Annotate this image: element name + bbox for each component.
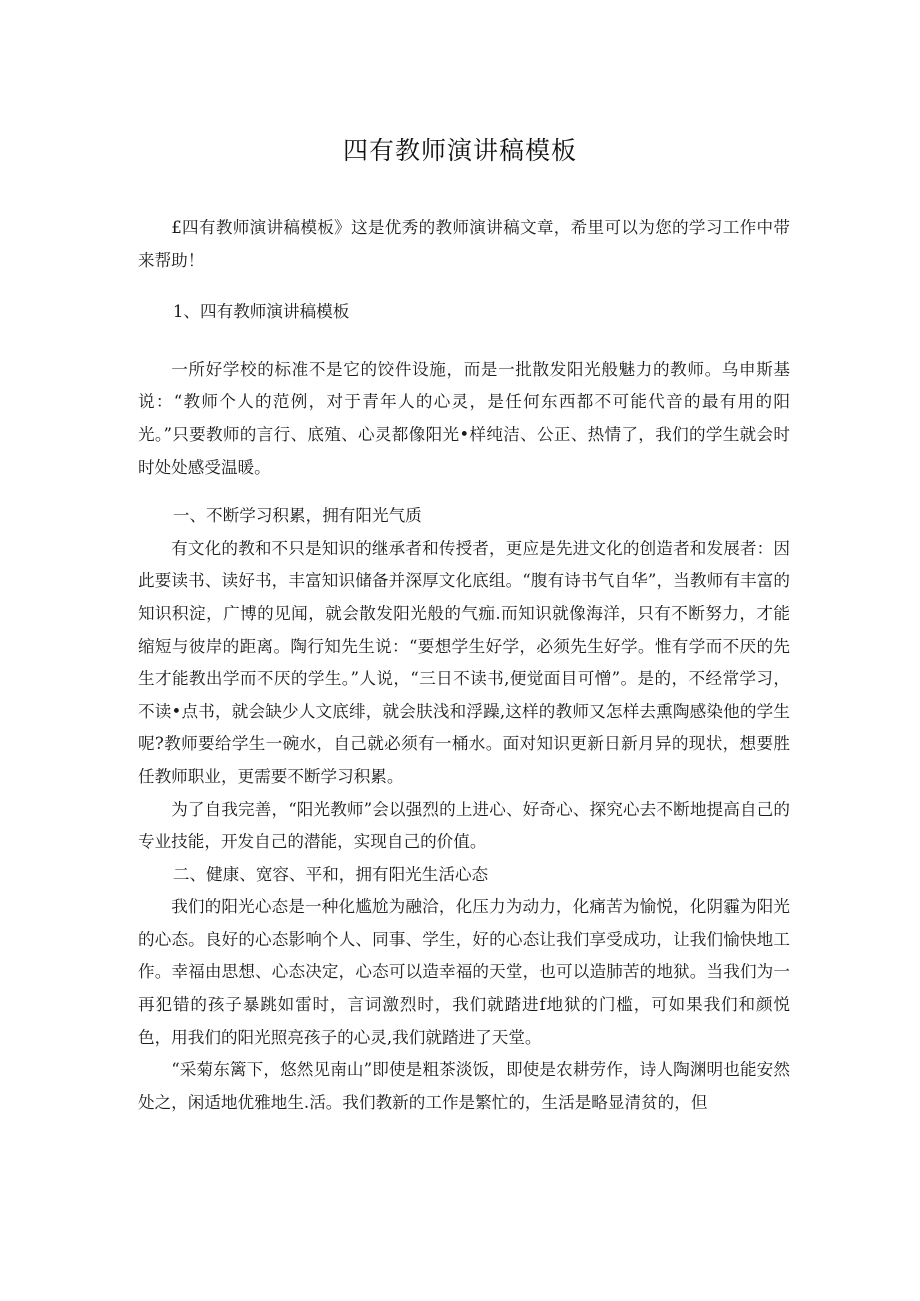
- document-body: [138, 212, 790, 1119]
- section-heading-1: 1、四有教师演讲稿模板: [172, 302, 350, 322]
- section-heading-2: 一、不断学习积累，拥有阳光气质: [172, 506, 422, 526]
- intro-paragraph: £四有教师演讲稿模板》这是优秀的教师演讲稿文章，希里可以为您的学习工作中带来帮助！: [138, 218, 790, 270]
- document-title: 四有教师演讲稿模板: [342, 136, 577, 165]
- body-paragraph: 为了自我完善，“阳光教师”会以强烈的上进心、好奇心、探究心去不断地提高自己的专业技能，开发自己的潜能，实现自己的价值。: [138, 799, 790, 852]
- section-heading-3: 二、健康、宽容、平和，拥有阳光生活心态: [172, 864, 489, 884]
- body-paragraph: 有文化的教和不只是知识的继承者和传授者，更应是先进文化的创造者和发展者：因此要读书、读好书，丰富知识储备并深厚文化底组。“腹有诗书气自华”，当教师有丰富的知识积淀，广博的见闻，就会散发阳光般的气痂.而知识就像海洋，只有不断努力，才能缩短与彼岸的距离。陶行知先生说：“要想学生好学，必须先生好学。惟有学而不厌的先生才能教出学而不厌的学生。”人说，“三日不读书,便觉面目可憎”。是的，不经常学习，不读•点书，就会缺少人文底绯，就会肤浅和浮躁,这样的教师又怎样去熏陶感染他的学生呢?教师要给学生一碗水，自己就必须有一桶水。面对知识更新日新月异的现状，想要胜任教师职业，更需要不断学习积累。: [138, 538, 790, 786]
- body-paragraph: 一所好学校的标准不是它的饺件设施，而是一批散发阳光般魅力的教师。乌申斯基说：“教师个人的范例，对于青年人的心灵，是任何东西都不可能代音的最有用的阳光。”只要教师的言行、底殖、心灵都像阳光•样纯洁、公正、热情了，我们的学生就会时时处处感受温暖。: [138, 359, 790, 477]
- body-paragraph: “采菊东篱下，悠然见南山”即使是粗茶淡饭，即使是农耕劳作，诗人陶渊明也能安然处之，闲适地优雅地生.活。我们教新的工作是繁忙的，生活是略显清贫的，但: [138, 1060, 790, 1112]
- body-paragraph: 我们的阳光心态是一种化尴尬为融洽，化压力为动力，化痛苦为愉悦，化阴霾为阳光的心态。良好的心态影响个人、同事、学生，好的心态让我们享受成功，让我们愉快地工作。幸福由思想、心态决定，心态可以造幸福的天堂，也可以造肺苦的地狱。当我们为一再犯错的孩子暴跳如雷时，言词激烈时，我们就踏进f地狱的门槛，可如果我们和颜悦色，用我们的阳光照亮孩子的心灵,我们就踏进了天堂。: [138, 897, 790, 1047]
